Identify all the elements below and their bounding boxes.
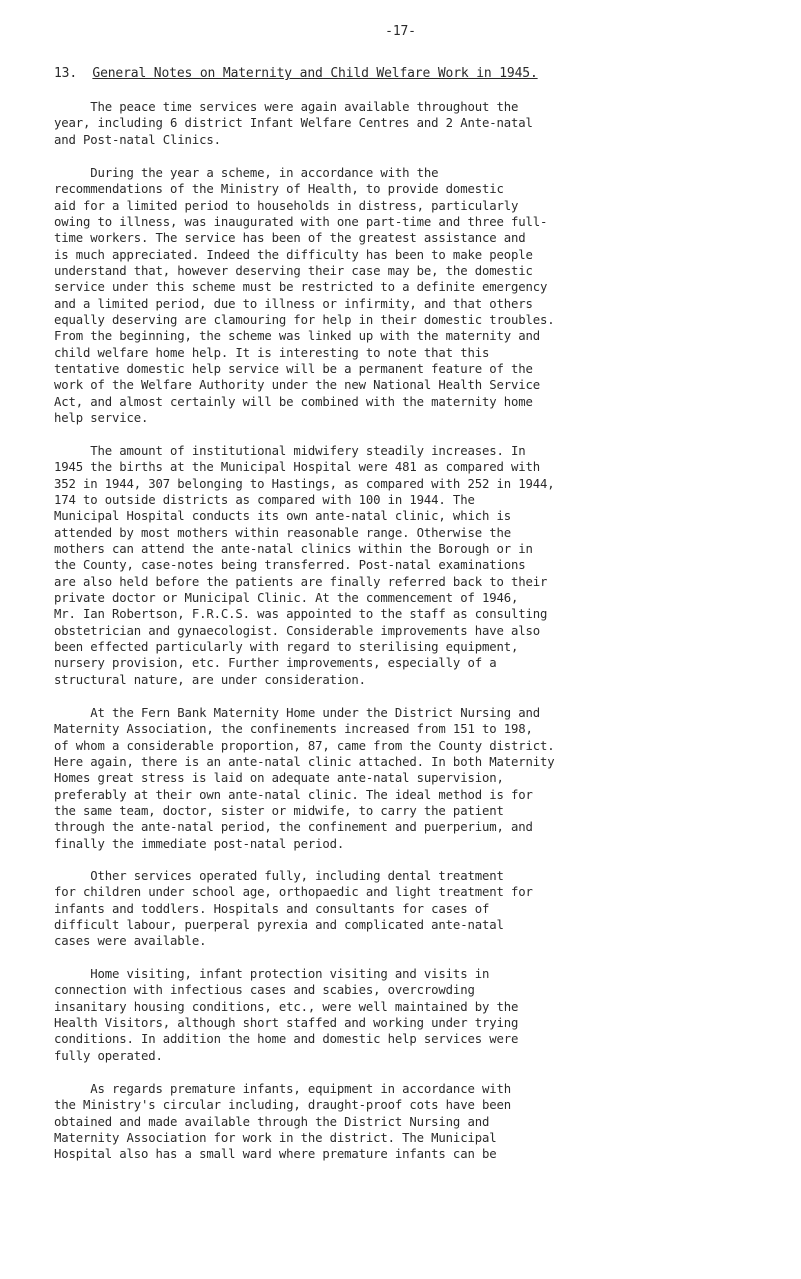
text-line: Other services operated fully, including dental treatment (54, 869, 504, 883)
text-line: During the year a scheme, in accordance with the (54, 166, 439, 180)
text-line: difficult labour, puerperal pyrexia and complicated ante-natal (54, 918, 504, 933)
text-line: understand that, however deserving their case may be, the domestic (54, 264, 533, 279)
text-line: child welfare home help. It is interesting to note that this (54, 345, 490, 360)
text-line: are also held before the patients are finally referred back to their (54, 574, 548, 589)
text-line: 174 to outside districts as compared with 100 in 1944. The (54, 493, 475, 508)
text-line: 1945 the births at the Municipal Hospital were 481 as compared with (54, 460, 540, 475)
text-line: the Ministry's circular including, draught-proof cots have been (54, 1098, 511, 1113)
paragraph-other-services (54, 868, 754, 950)
text-line: aid for a limited period to households in distress, particularly (54, 198, 519, 213)
text-line: service under this scheme must be restricted to a definite emergency (54, 280, 548, 295)
text-line: the same team, doctor, sister or midwife, to carry the patient (54, 804, 504, 819)
section-title: General Notes on Maternity and Child Welfare Work in 1945. (92, 66, 538, 81)
text-line: and Post-natal Clinics. (54, 132, 221, 147)
text-line: preferably at their own ante-natal clinic. The ideal method is for (54, 787, 533, 802)
text-line: for children under school age, orthopaedic and light treatment for (54, 885, 533, 900)
section-heading (54, 66, 538, 81)
text-line: Mr. Ian Robertson, F.R.C.S. was appointed to the staff as consulting (54, 607, 548, 622)
paragraph-institutional-midwifery (54, 443, 754, 688)
paragraph-domestic-help-scheme (54, 165, 754, 427)
text-line: the County, case-notes being transferred. Post-natal examinations (54, 558, 526, 573)
text-line: been effected particularly with regard to sterilising equipment, (54, 640, 519, 655)
text-line: finally the immediate post-natal period. (54, 836, 345, 851)
text-line: Here again, there is an ante-natal clinic attached. In both Maternity (54, 755, 555, 770)
section-number: 13. (54, 66, 78, 81)
text-line: As regards premature infants, equipment in accordance with (54, 1082, 511, 1096)
text-line: Municipal Hospital conducts its own ante-natal clinic, which is (54, 509, 511, 524)
text-line: of whom a considerable proportion, 87, came from the County district. (54, 738, 555, 753)
text-line: obstetrician and gynaecologist. Considerable improvements have also (54, 623, 540, 638)
text-line: obtained and made available through the District Nursing and (54, 1114, 490, 1129)
paragraph-home-visiting (54, 966, 754, 1064)
text-line: infants and toddlers. Hospitals and consultants for cases of (54, 901, 490, 916)
text-line: Home visiting, infant protection visiting and visits in (54, 967, 490, 981)
text-line: year, including 6 district Infant Welfare Centres and 2 Ante-natal (54, 116, 533, 131)
text-line: Maternity Association for work in the district. The Municipal (54, 1131, 497, 1146)
text-line: cases were available. (54, 934, 207, 949)
text-line: At the Fern Bank Maternity Home under the District Nursing and (54, 706, 540, 720)
text-line: Hospital also has a small ward where premature infants can be (54, 1147, 497, 1162)
text-line: mothers can attend the ante-natal clinics within the Borough or in (54, 542, 533, 557)
text-line: Maternity Association, the confinements increased from 151 to 198, (54, 722, 533, 737)
text-line: nursery provision, etc. Further improvements, especially of a (54, 656, 497, 671)
text-line: fully operated. (54, 1048, 163, 1063)
text-line: conditions. In addition the home and domestic help services were (54, 1032, 519, 1047)
text-line: work of the Welfare Authority under the new National Health Service (54, 378, 540, 393)
text-line: is much appreciated. Indeed the difficulty has been to make people (54, 247, 533, 262)
text-line: through the ante-natal period, the confinement and puerperium, and (54, 820, 533, 835)
text-line: 352 in 1944, 307 belonging to Hastings, as compared with 252 in 1944, (54, 476, 555, 491)
text-line: help service. (54, 411, 149, 426)
text-line: The amount of institutional midwifery steadily increases. In (54, 444, 526, 458)
text-line: equally deserving are clamouring for help in their domestic troubles. (54, 313, 555, 328)
text-line: time workers. The service has been of the greatest assistance and (54, 231, 526, 246)
paragraph-fern-bank-maternity-home (54, 705, 754, 852)
text-line: structural nature, are under consideration. (54, 672, 366, 687)
text-line: From the beginning, the scheme was linked up with the maternity and (54, 329, 540, 344)
text-line: Homes great stress is laid on adequate ante-natal supervision, (54, 771, 504, 786)
text-line: insanitary housing conditions, etc., were well maintained by the (54, 999, 519, 1014)
text-line: tentative domestic help service will be a permanent feature of the (54, 362, 533, 377)
text-line: connection with infectious cases and scabies, overcrowding (54, 983, 475, 998)
text-line: and a limited period, due to illness or infirmity, and that others (54, 296, 533, 311)
text-line: Act, and almost certainly will be combined with the maternity home (54, 394, 533, 409)
text-line: recommendations of the Ministry of Health, to provide domestic (54, 182, 504, 197)
page-number: -17- (385, 24, 416, 39)
text-line: attended by most mothers within reasonable range. Otherwise the (54, 525, 511, 540)
paragraph-premature-infants (54, 1081, 754, 1163)
text-line: Health Visitors, although short staffed and working under trying (54, 1016, 519, 1031)
text-line: owing to illness, was inaugurated with one part-time and three full- (54, 215, 548, 230)
text-line: private doctor or Municipal Clinic. At the commencement of 1946, (54, 591, 519, 606)
paragraph-peace-time-services (54, 99, 754, 148)
text-line: The peace time services were again available throughout the (54, 100, 519, 114)
